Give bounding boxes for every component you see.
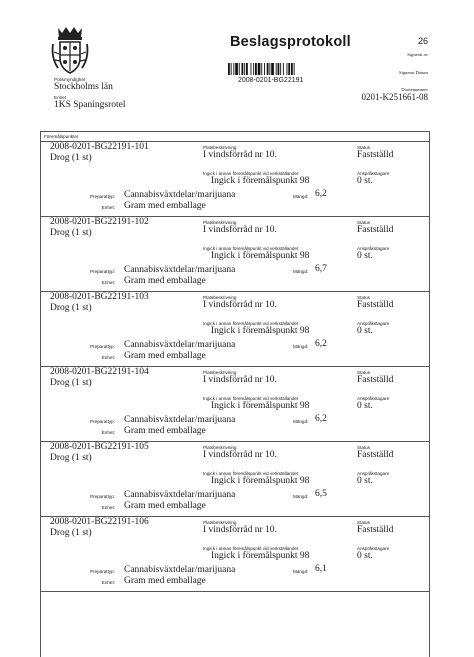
claimant-value: 0 st. <box>357 251 373 261</box>
unit-label-row: Enhet: <box>101 505 115 510</box>
included-label: Ingick i annan föremålspunkt vid verkställandet <box>203 171 299 176</box>
item-row <box>41 367 429 442</box>
prep-type-value: Cannabisväxtdelar/marijuana <box>124 265 236 275</box>
prep-type-value: Cannabisväxtdelar/marijuana <box>124 415 236 425</box>
status-label: Status <box>357 145 371 150</box>
unit-label-row: Enhet: <box>101 355 115 360</box>
location-label: Platsbeskrivning <box>203 220 237 225</box>
included-value: Ingick i föremålspunkt 98 <box>211 476 310 486</box>
claimant-value: 0 st. <box>357 476 373 486</box>
location-value: I vindsförråd nr 10. <box>203 375 277 385</box>
item-id: 2008-0201-BG22191-106 <box>50 517 149 527</box>
item-row <box>41 217 429 292</box>
included-label: Ingick i annan föremålspunkt vid verkställandet <box>203 396 299 401</box>
item-row <box>41 442 429 517</box>
item-id: 2008-0201-BG22191-105 <box>50 442 149 452</box>
prep-type-label: Preparattyp: <box>89 194 115 199</box>
location-label: Platsbeskrivning <box>203 520 237 525</box>
prep-type-label: Preparattyp: <box>89 344 115 349</box>
location-label: Platsbeskrivning <box>203 145 237 150</box>
diary-label: Diarienummer <box>401 87 428 92</box>
page-number: 26 <box>418 36 429 46</box>
included-label: Ingick i annan föremålspunkt vid verkställandet <box>203 471 299 476</box>
quantity-label: Mängd: <box>293 419 309 424</box>
status-label: Status <box>357 295 371 300</box>
quantity-value: 6,2 <box>315 414 327 424</box>
signed-by-label: Signerat av <box>407 52 428 57</box>
status-value: Fastställd <box>357 225 394 235</box>
status-label: Status <box>357 220 371 225</box>
included-label: Ingick i annan föremålspunkt vid verkställandet <box>203 321 299 326</box>
unit-value-row: Gram med emballage <box>124 201 206 211</box>
claimant-label: Anspråkstagare <box>357 171 390 176</box>
claimant-label: Anspråkstagare <box>357 546 390 551</box>
location-label: Platsbeskrivning <box>203 295 237 300</box>
included-label: Ingick i annan föremålspunkt vid verkställandet <box>203 546 299 551</box>
included-label: Ingick i annan föremålspunkt vid verkställandet <box>203 246 299 251</box>
included-value: Ingick i föremålspunkt 98 <box>211 326 310 336</box>
status-value: Fastställd <box>357 450 394 460</box>
quantity-label: Mängd: <box>293 569 309 574</box>
prep-type-value: Cannabisväxtdelar/marijuana <box>124 190 236 200</box>
quantity-value: 6,5 <box>315 489 327 499</box>
included-value: Ingick i föremålspunkt 98 <box>211 401 310 411</box>
quantity-value: 6,1 <box>315 564 327 574</box>
item-description: Drog (1 st) <box>50 153 92 163</box>
unit-value-row: Gram med emballage <box>124 351 206 361</box>
document-title: Beslagsprotokoll <box>230 34 351 50</box>
signed-date-label: Signerat Datum <box>399 70 428 75</box>
location-label: Platsbeskrivning <box>203 370 237 375</box>
org-label: Polismyndighet <box>54 77 86 82</box>
unit-value: 1KS Spaningsrotel <box>54 100 126 110</box>
unit-value-row: Gram med emballage <box>124 501 206 511</box>
prep-type-label: Preparattyp: <box>89 269 115 274</box>
unit-label: Enhet <box>54 95 67 100</box>
unit-label-row: Enhet: <box>101 280 115 285</box>
location-label: Platsbeskrivning <box>203 445 237 450</box>
item-row <box>41 517 429 592</box>
location-value: I vindsförråd nr 10. <box>203 525 277 535</box>
prep-type-label: Preparattyp: <box>89 419 115 424</box>
unit-value-row: Gram med emballage <box>124 276 206 286</box>
unit-label-row: Enhet: <box>101 205 115 210</box>
claimant-value: 0 st. <box>357 326 373 336</box>
item-description: Drog (1 st) <box>50 528 92 538</box>
included-value: Ingick i föremålspunkt 98 <box>211 551 310 561</box>
claimant-label: Anspråkstagare <box>357 321 390 326</box>
section-label: Föremålspunkter <box>44 134 79 139</box>
item-description: Drog (1 st) <box>50 303 92 313</box>
quantity-label: Mängd: <box>293 269 309 274</box>
quantity-label: Mängd: <box>293 194 309 199</box>
included-value: Ingick i föremålspunkt 98 <box>211 176 310 186</box>
unit-value-row: Gram med emballage <box>124 426 206 436</box>
section-header <box>41 132 429 142</box>
quantity-value: 6,2 <box>315 339 327 349</box>
item-row <box>41 292 429 367</box>
police-crest-icon <box>50 24 90 76</box>
unit-value-row: Gram med emballage <box>124 576 206 586</box>
item-description: Drog (1 st) <box>50 228 92 238</box>
claimant-value: 0 st. <box>357 401 373 411</box>
item-id: 2008-0201-BG22191-102 <box>50 217 149 227</box>
status-label: Status <box>357 520 371 525</box>
claimant-label: Anspråkstagare <box>357 246 390 251</box>
prep-type-label: Preparattyp: <box>89 569 115 574</box>
item-id: 2008-0201-BG22191-104 <box>50 367 149 377</box>
claimant-label: Anspråkstagare <box>357 471 390 476</box>
status-value: Fastställd <box>357 375 394 385</box>
status-label: Status <box>357 370 371 375</box>
status-value: Fastställd <box>357 525 394 535</box>
items-box <box>40 131 430 657</box>
diary-number: 0201-K251661-08 <box>361 92 428 102</box>
included-value: Ingick i föremålspunkt 98 <box>211 251 310 261</box>
barcode <box>228 63 320 75</box>
quantity-label: Mängd: <box>293 344 309 349</box>
prep-type-value: Cannabisväxtdelar/marijuana <box>124 565 236 575</box>
quantity-value: 6,7 <box>315 264 327 274</box>
location-value: I vindsförråd nr 10. <box>203 225 277 235</box>
claimant-value: 0 st. <box>357 176 373 186</box>
location-value: I vindsförråd nr 10. <box>203 450 277 460</box>
status-label: Status <box>357 445 371 450</box>
prep-type-label: Preparattyp: <box>89 494 115 499</box>
unit-label-row: Enhet: <box>101 430 115 435</box>
prep-type-value: Cannabisväxtdelar/marijuana <box>124 490 236 500</box>
item-id: 2008-0201-BG22191-103 <box>50 292 149 302</box>
item-description: Drog (1 st) <box>50 453 92 463</box>
prep-type-value: Cannabisväxtdelar/marijuana <box>124 340 236 350</box>
item-row <box>41 142 429 217</box>
barcode-number: 2008-0201-BG22191 <box>238 77 304 84</box>
org-value: Stockholms län <box>54 82 113 92</box>
item-description: Drog (1 st) <box>50 378 92 388</box>
quantity-value: 6,2 <box>315 189 327 199</box>
location-value: I vindsförråd nr 10. <box>203 150 277 160</box>
status-value: Fastställd <box>357 300 394 310</box>
claimant-value: 0 st. <box>357 551 373 561</box>
quantity-label: Mängd: <box>293 494 309 499</box>
unit-label-row: Enhet: <box>101 580 115 585</box>
item-id: 2008-0201-BG22191-101 <box>50 142 149 152</box>
status-value: Fastställd <box>357 150 394 160</box>
location-value: I vindsförråd nr 10. <box>203 300 277 310</box>
claimant-label: Anspråkstagare <box>357 396 390 401</box>
